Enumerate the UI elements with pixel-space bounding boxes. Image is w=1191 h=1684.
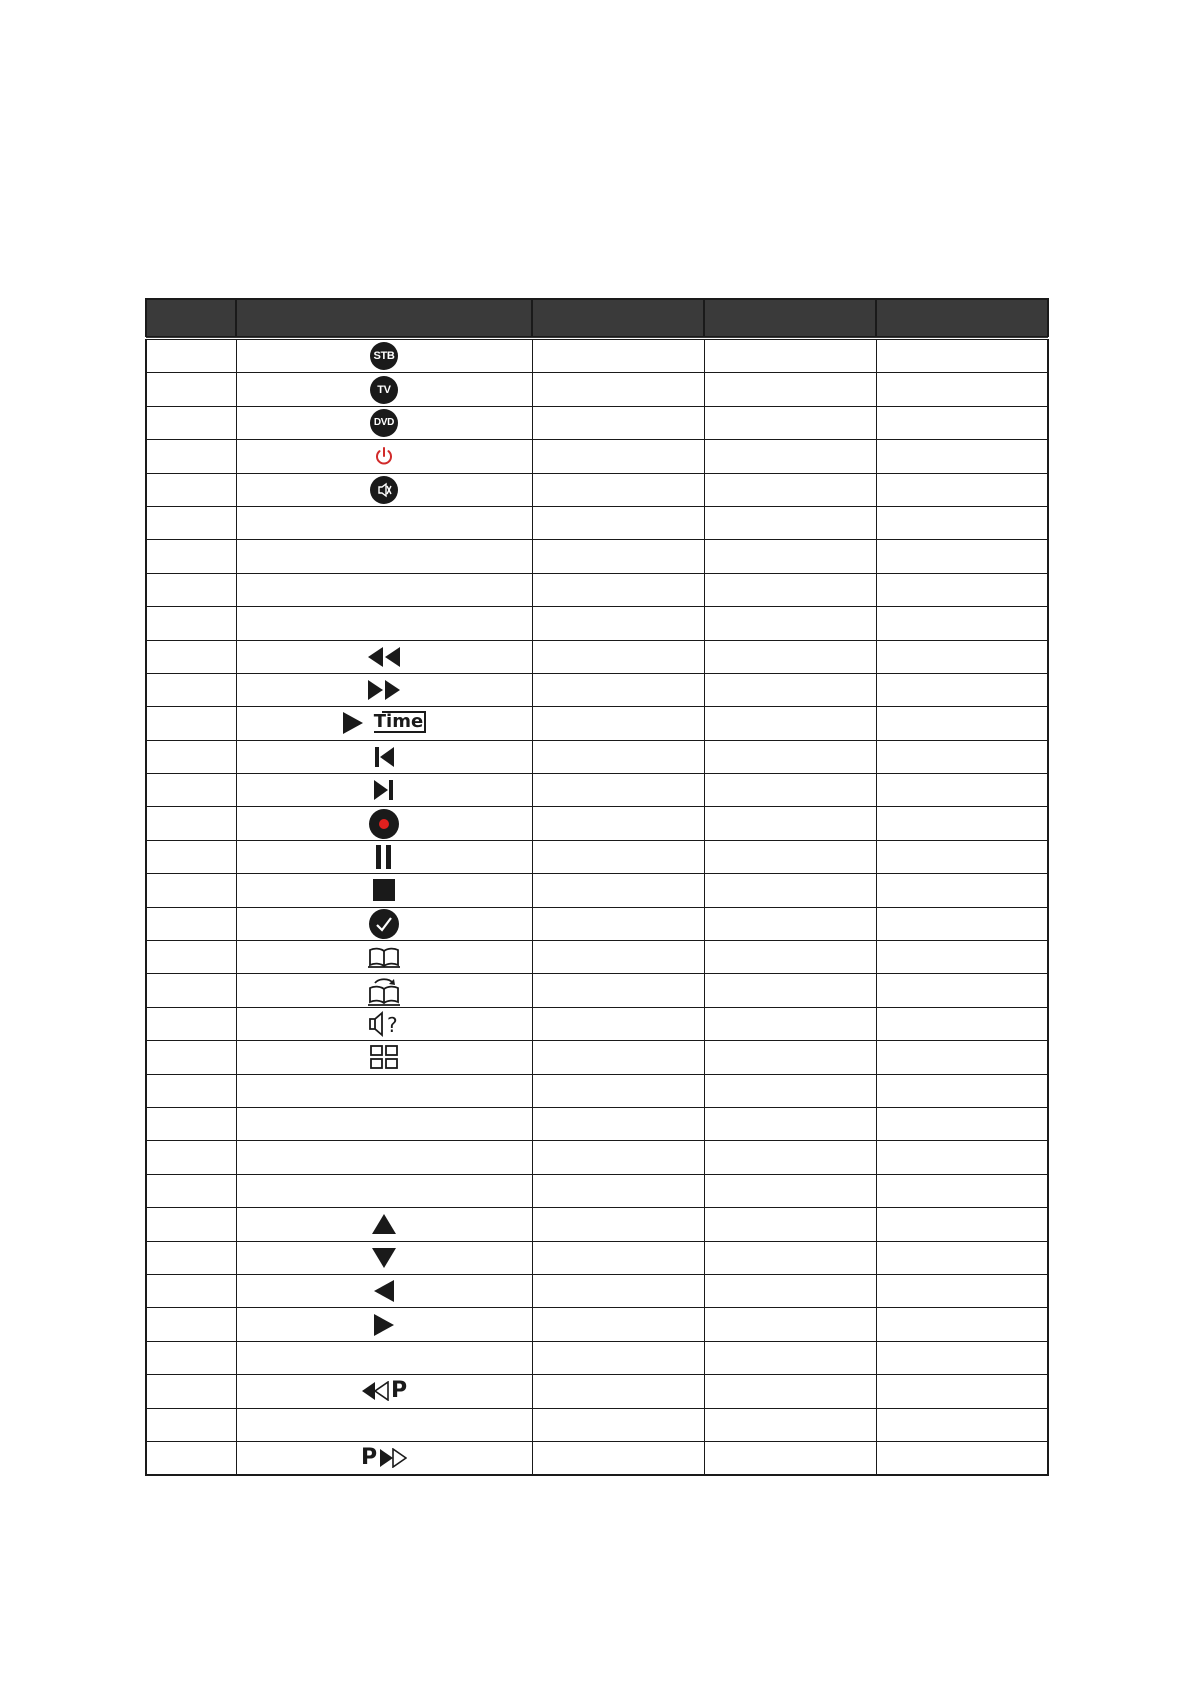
key-symbol bbox=[237, 641, 532, 673]
value-cell-4 bbox=[876, 907, 1048, 940]
skip-previous-icon bbox=[372, 745, 396, 769]
row-number-cell bbox=[146, 707, 236, 740]
table-row bbox=[146, 840, 1048, 873]
value-cell-2 bbox=[532, 540, 704, 573]
key-symbol bbox=[237, 507, 532, 539]
value-cell-4 bbox=[876, 1274, 1048, 1307]
header-cell-4 bbox=[704, 299, 876, 338]
dvd-button-icon: DVD bbox=[370, 409, 398, 437]
row-number-cell bbox=[146, 974, 236, 1007]
key-symbol-cell bbox=[236, 1274, 532, 1307]
value-cell-4 bbox=[876, 874, 1048, 907]
value-cell-3 bbox=[704, 1408, 876, 1441]
table-row bbox=[146, 506, 1048, 539]
row-number-cell bbox=[146, 540, 236, 573]
record-icon bbox=[369, 809, 399, 839]
value-cell-4 bbox=[876, 640, 1048, 673]
key-symbol-cell bbox=[236, 540, 532, 573]
key-symbol-cell bbox=[236, 840, 532, 873]
key-symbol bbox=[237, 440, 532, 472]
value-cell-2 bbox=[532, 974, 704, 1007]
row-number-cell bbox=[146, 1308, 236, 1341]
key-symbol bbox=[237, 1208, 532, 1240]
key-symbol bbox=[237, 574, 532, 606]
key-symbol-cell bbox=[236, 874, 532, 907]
value-cell-2 bbox=[532, 373, 704, 406]
arrow-up-icon bbox=[371, 1213, 397, 1235]
key-symbol-cell bbox=[236, 1074, 532, 1107]
value-cell-4 bbox=[876, 1174, 1048, 1207]
grid-menu-icon bbox=[369, 1044, 399, 1070]
value-cell-3 bbox=[704, 941, 876, 974]
table-row bbox=[146, 807, 1048, 840]
value-cell-2 bbox=[532, 807, 704, 840]
table-row bbox=[146, 740, 1048, 773]
value-cell-3 bbox=[704, 673, 876, 706]
value-cell-2 bbox=[532, 1241, 704, 1274]
value-cell-3 bbox=[704, 907, 876, 940]
value-cell-4 bbox=[876, 673, 1048, 706]
value-cell-3 bbox=[704, 974, 876, 1007]
value-cell-4 bbox=[876, 440, 1048, 473]
key-symbol-cell bbox=[236, 974, 532, 1007]
key-symbol-cell bbox=[236, 941, 532, 974]
key-symbol-cell bbox=[236, 673, 532, 706]
key-symbol bbox=[237, 941, 532, 973]
key-symbol-cell bbox=[236, 1341, 532, 1374]
channel-down-icon bbox=[361, 1380, 407, 1402]
row-number-cell bbox=[146, 338, 236, 373]
row-number-cell bbox=[146, 440, 236, 473]
value-cell-3 bbox=[704, 1441, 876, 1475]
value-cell-3 bbox=[704, 1341, 876, 1374]
table-row bbox=[146, 406, 1048, 439]
key-symbol-cell bbox=[236, 573, 532, 606]
row-number-cell bbox=[146, 1041, 236, 1074]
value-cell-3 bbox=[704, 1174, 876, 1207]
key-symbol-cell bbox=[236, 473, 532, 506]
timeshift-label: Time bbox=[374, 713, 426, 733]
key-symbol-cell bbox=[236, 1241, 532, 1274]
table-row bbox=[146, 707, 1048, 740]
tv-button-icon: TV bbox=[370, 376, 398, 404]
value-cell-2 bbox=[532, 1074, 704, 1107]
value-cell-3 bbox=[704, 1007, 876, 1040]
play-timeshift-icon bbox=[342, 711, 426, 735]
value-cell-2 bbox=[532, 1208, 704, 1241]
key-symbol-cell bbox=[236, 1308, 532, 1341]
value-cell-3 bbox=[704, 1208, 876, 1241]
row-number-cell bbox=[146, 1208, 236, 1241]
value-cell-2 bbox=[532, 1141, 704, 1174]
key-symbol bbox=[237, 707, 532, 739]
table-row bbox=[146, 1408, 1048, 1441]
value-cell-2 bbox=[532, 1107, 704, 1140]
key-symbol-cell bbox=[236, 1007, 532, 1040]
value-cell-4 bbox=[876, 941, 1048, 974]
table-row bbox=[146, 338, 1048, 373]
value-cell-4 bbox=[876, 1341, 1048, 1374]
value-cell-2 bbox=[532, 774, 704, 807]
key-symbol bbox=[237, 741, 532, 773]
table-row bbox=[146, 1441, 1048, 1475]
row-number-cell bbox=[146, 1274, 236, 1307]
value-cell-3 bbox=[704, 373, 876, 406]
value-cell-3 bbox=[704, 707, 876, 740]
value-cell-4 bbox=[876, 707, 1048, 740]
row-number-cell bbox=[146, 807, 236, 840]
double-left-arrow-icon bbox=[361, 1381, 389, 1401]
key-symbol-cell bbox=[236, 1441, 532, 1475]
value-cell-2 bbox=[532, 1408, 704, 1441]
row-number-cell bbox=[146, 840, 236, 873]
value-cell-2 bbox=[532, 740, 704, 773]
fast-forward-icon bbox=[366, 678, 402, 702]
value-cell-2 bbox=[532, 440, 704, 473]
value-cell-3 bbox=[704, 1041, 876, 1074]
value-cell-4 bbox=[876, 807, 1048, 840]
table-row bbox=[146, 1174, 1048, 1207]
key-symbol bbox=[237, 607, 532, 639]
table-header-row bbox=[146, 299, 1048, 338]
value-cell-4 bbox=[876, 473, 1048, 506]
key-symbol bbox=[237, 1242, 532, 1274]
row-number-cell bbox=[146, 1375, 236, 1408]
value-cell-4 bbox=[876, 506, 1048, 539]
value-cell-3 bbox=[704, 473, 876, 506]
table-row bbox=[146, 1074, 1048, 1107]
header-cell-5 bbox=[876, 299, 1048, 338]
value-cell-2 bbox=[532, 941, 704, 974]
key-symbol bbox=[237, 841, 532, 873]
key-symbol-cell bbox=[236, 707, 532, 740]
guide-book-refresh-icon bbox=[367, 976, 401, 1006]
key-symbol bbox=[237, 774, 532, 806]
value-cell-4 bbox=[876, 1441, 1048, 1475]
key-symbol bbox=[237, 1308, 532, 1340]
value-cell-2 bbox=[532, 473, 704, 506]
table-row bbox=[146, 640, 1048, 673]
value-cell-2 bbox=[532, 338, 704, 373]
value-cell-2 bbox=[532, 1441, 704, 1475]
svg-text:?: ? bbox=[387, 1013, 398, 1037]
value-cell-3 bbox=[704, 440, 876, 473]
value-cell-2 bbox=[532, 506, 704, 539]
value-cell-4 bbox=[876, 573, 1048, 606]
key-symbol-cell bbox=[236, 607, 532, 640]
key-symbol bbox=[237, 340, 532, 372]
value-cell-3 bbox=[704, 1308, 876, 1341]
key-symbol bbox=[237, 373, 532, 405]
arrow-down-icon bbox=[371, 1247, 397, 1269]
value-cell-3 bbox=[704, 406, 876, 439]
value-cell-4 bbox=[876, 1074, 1048, 1107]
value-cell-2 bbox=[532, 1174, 704, 1207]
key-symbol-cell bbox=[236, 1408, 532, 1441]
mute-icon bbox=[370, 476, 398, 504]
key-symbol bbox=[237, 1075, 532, 1107]
row-number-cell bbox=[146, 740, 236, 773]
key-symbol-cell bbox=[236, 740, 532, 773]
value-cell-3 bbox=[704, 807, 876, 840]
table-row bbox=[146, 1107, 1048, 1140]
skip-next-icon bbox=[372, 778, 396, 802]
value-cell-3 bbox=[704, 774, 876, 807]
audio-help-icon bbox=[367, 1011, 401, 1037]
key-symbol bbox=[237, 1275, 532, 1307]
key-symbol-cell bbox=[236, 907, 532, 940]
table-row bbox=[146, 941, 1048, 974]
row-number-cell bbox=[146, 473, 236, 506]
row-number-cell bbox=[146, 1007, 236, 1040]
table-row bbox=[146, 540, 1048, 573]
header-cell-2 bbox=[236, 299, 532, 338]
value-cell-2 bbox=[532, 1007, 704, 1040]
table-row bbox=[146, 907, 1048, 940]
value-cell-4 bbox=[876, 540, 1048, 573]
value-cell-4 bbox=[876, 1107, 1048, 1140]
key-symbol bbox=[237, 908, 532, 940]
row-number-cell bbox=[146, 1408, 236, 1441]
row-number-cell bbox=[146, 774, 236, 807]
remote-keys-table-wrapper bbox=[145, 298, 1047, 1476]
row-number-cell bbox=[146, 673, 236, 706]
value-cell-4 bbox=[876, 974, 1048, 1007]
value-cell-3 bbox=[704, 540, 876, 573]
value-cell-4 bbox=[876, 840, 1048, 873]
table-row bbox=[146, 373, 1048, 406]
key-symbol bbox=[237, 1442, 532, 1474]
value-cell-4 bbox=[876, 1007, 1048, 1040]
stop-icon bbox=[372, 878, 396, 902]
key-symbol-cell bbox=[236, 506, 532, 539]
table-row bbox=[146, 1341, 1048, 1374]
value-cell-3 bbox=[704, 874, 876, 907]
key-symbol-cell bbox=[236, 774, 532, 807]
value-cell-4 bbox=[876, 1208, 1048, 1241]
value-cell-3 bbox=[704, 1141, 876, 1174]
value-cell-2 bbox=[532, 874, 704, 907]
key-symbol-cell bbox=[236, 1141, 532, 1174]
row-number-cell bbox=[146, 573, 236, 606]
value-cell-4 bbox=[876, 740, 1048, 773]
table-row bbox=[146, 874, 1048, 907]
value-cell-4 bbox=[876, 1408, 1048, 1441]
value-cell-2 bbox=[532, 1308, 704, 1341]
value-cell-2 bbox=[532, 1274, 704, 1307]
row-number-cell bbox=[146, 607, 236, 640]
value-cell-3 bbox=[704, 607, 876, 640]
value-cell-4 bbox=[876, 1375, 1048, 1408]
value-cell-3 bbox=[704, 506, 876, 539]
value-cell-4 bbox=[876, 1241, 1048, 1274]
key-symbol bbox=[237, 1008, 532, 1040]
key-symbol-cell bbox=[236, 640, 532, 673]
table-row bbox=[146, 1308, 1048, 1341]
value-cell-3 bbox=[704, 1274, 876, 1307]
row-number-cell bbox=[146, 1174, 236, 1207]
table-row bbox=[146, 473, 1048, 506]
arrow-left-icon bbox=[373, 1279, 395, 1303]
value-cell-2 bbox=[532, 640, 704, 673]
key-symbol bbox=[237, 1342, 532, 1374]
key-symbol bbox=[237, 1041, 532, 1073]
table-row bbox=[146, 440, 1048, 473]
table-body bbox=[146, 338, 1048, 1475]
value-cell-2 bbox=[532, 840, 704, 873]
value-cell-2 bbox=[532, 707, 704, 740]
value-cell-2 bbox=[532, 907, 704, 940]
value-cell-4 bbox=[876, 338, 1048, 373]
ok-check-icon bbox=[369, 909, 399, 939]
row-number-cell bbox=[146, 1074, 236, 1107]
value-cell-4 bbox=[876, 1308, 1048, 1341]
key-symbol bbox=[237, 1141, 532, 1173]
row-number-cell bbox=[146, 941, 236, 974]
key-symbol-cell bbox=[236, 1041, 532, 1074]
key-symbol bbox=[237, 1175, 532, 1207]
table-row bbox=[146, 1274, 1048, 1307]
value-cell-2 bbox=[532, 673, 704, 706]
table-row bbox=[146, 774, 1048, 807]
power-icon bbox=[373, 445, 395, 467]
row-number-cell bbox=[146, 640, 236, 673]
channel-p-label: P bbox=[360, 1445, 378, 1471]
key-symbol bbox=[237, 1409, 532, 1441]
value-cell-2 bbox=[532, 1341, 704, 1374]
value-cell-4 bbox=[876, 406, 1048, 439]
value-cell-4 bbox=[876, 607, 1048, 640]
key-symbol-cell bbox=[236, 1208, 532, 1241]
key-symbol-cell bbox=[236, 1107, 532, 1140]
value-cell-4 bbox=[876, 774, 1048, 807]
table-row bbox=[146, 607, 1048, 640]
table-row bbox=[146, 1241, 1048, 1274]
value-cell-2 bbox=[532, 1375, 704, 1408]
row-number-cell bbox=[146, 1441, 236, 1475]
channel-p-label: P bbox=[390, 1378, 408, 1404]
value-cell-3 bbox=[704, 573, 876, 606]
key-symbol bbox=[237, 540, 532, 572]
row-number-cell bbox=[146, 1241, 236, 1274]
value-cell-3 bbox=[704, 1375, 876, 1408]
row-number-cell bbox=[146, 907, 236, 940]
guide-book-icon bbox=[367, 946, 401, 968]
key-symbol-cell bbox=[236, 1174, 532, 1207]
header-cell-3 bbox=[532, 299, 704, 338]
key-symbol bbox=[237, 1108, 532, 1140]
remote-keys-table bbox=[145, 298, 1049, 1476]
value-cell-3 bbox=[704, 640, 876, 673]
row-number-cell bbox=[146, 874, 236, 907]
value-cell-3 bbox=[704, 338, 876, 373]
table-row bbox=[146, 974, 1048, 1007]
value-cell-3 bbox=[704, 740, 876, 773]
key-symbol bbox=[237, 474, 532, 506]
value-cell-2 bbox=[532, 1041, 704, 1074]
key-symbol-cell bbox=[236, 338, 532, 373]
value-cell-3 bbox=[704, 840, 876, 873]
key-symbol bbox=[237, 674, 532, 706]
table-row bbox=[146, 1007, 1048, 1040]
row-number-cell bbox=[146, 1141, 236, 1174]
key-symbol-cell bbox=[236, 406, 532, 439]
header-cell-1 bbox=[146, 299, 236, 338]
key-symbol-cell bbox=[236, 440, 532, 473]
value-cell-3 bbox=[704, 1074, 876, 1107]
arrow-right-icon bbox=[373, 1313, 395, 1337]
double-right-arrow-icon bbox=[379, 1448, 407, 1468]
row-number-cell bbox=[146, 1107, 236, 1140]
pause-icon bbox=[374, 844, 394, 870]
table-row bbox=[146, 1141, 1048, 1174]
table-row bbox=[146, 1208, 1048, 1241]
table-row bbox=[146, 673, 1048, 706]
row-number-cell bbox=[146, 506, 236, 539]
table-row bbox=[146, 1375, 1048, 1408]
row-number-cell bbox=[146, 1341, 236, 1374]
row-number-cell bbox=[146, 406, 236, 439]
value-cell-4 bbox=[876, 373, 1048, 406]
key-symbol bbox=[237, 1375, 532, 1407]
key-symbol bbox=[237, 407, 532, 439]
value-cell-2 bbox=[532, 406, 704, 439]
table-row bbox=[146, 573, 1048, 606]
value-cell-4 bbox=[876, 1141, 1048, 1174]
row-number-cell bbox=[146, 373, 236, 406]
key-symbol-cell bbox=[236, 1375, 532, 1408]
value-cell-3 bbox=[704, 1107, 876, 1140]
value-cell-2 bbox=[532, 573, 704, 606]
key-symbol-cell bbox=[236, 373, 532, 406]
rewind-icon bbox=[366, 645, 402, 669]
key-symbol-cell bbox=[236, 807, 532, 840]
table-row bbox=[146, 1041, 1048, 1074]
key-symbol bbox=[237, 807, 532, 839]
value-cell-3 bbox=[704, 1241, 876, 1274]
value-cell-4 bbox=[876, 1041, 1048, 1074]
channel-up-icon bbox=[361, 1447, 407, 1469]
stb-button-icon: STB bbox=[370, 342, 398, 370]
key-symbol bbox=[237, 874, 532, 906]
key-symbol bbox=[237, 974, 532, 1006]
value-cell-2 bbox=[532, 607, 704, 640]
